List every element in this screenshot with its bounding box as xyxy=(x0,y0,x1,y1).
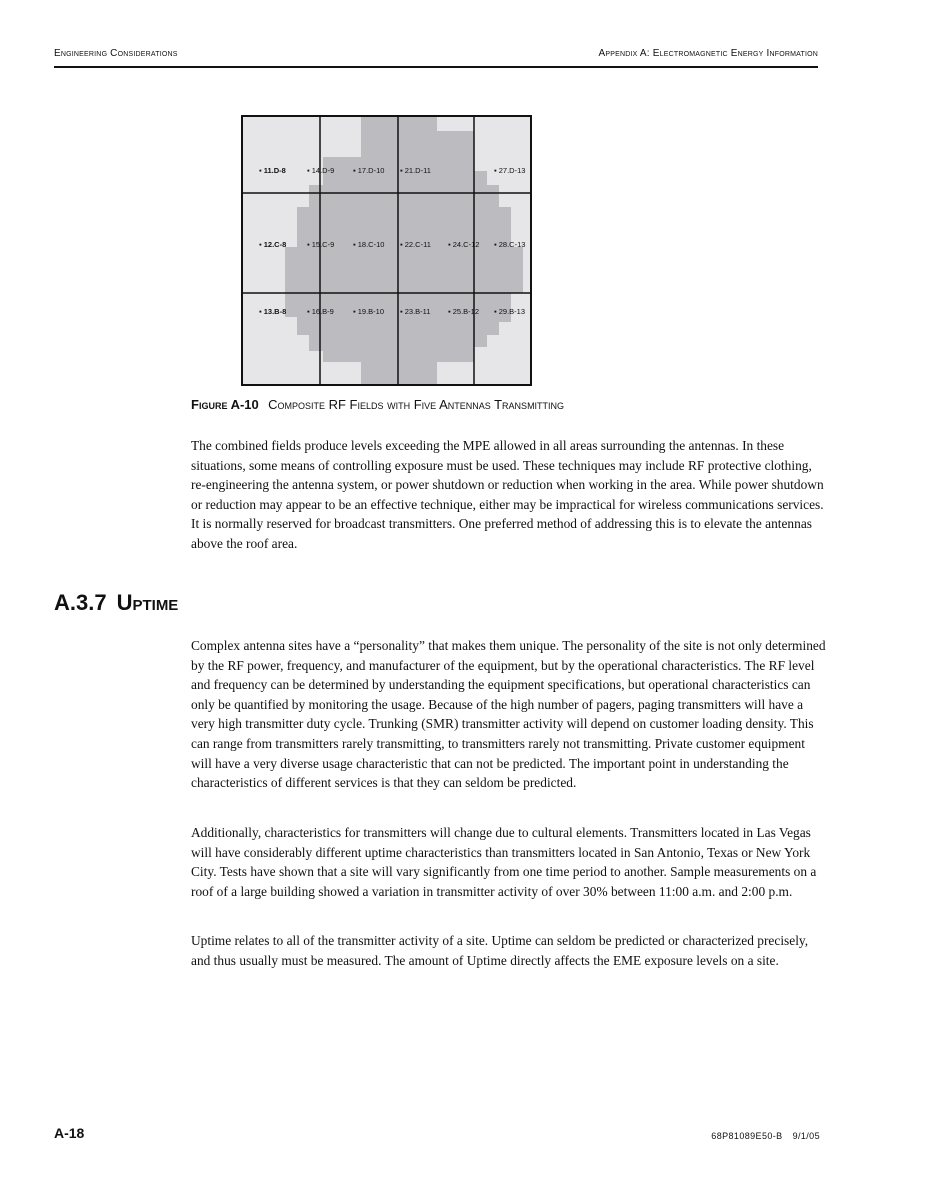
header-rule xyxy=(54,66,818,68)
doc-number: 68P81089E50-B xyxy=(711,1131,783,1141)
section-number: A.3.7 xyxy=(54,590,107,615)
grid-point-label: ▪ 17.D-10 xyxy=(353,166,385,175)
running-header-left: Engineering Considerations xyxy=(54,48,178,59)
grid-point-label: ▪ 28.C-13 xyxy=(494,240,526,249)
page-number: A-18 xyxy=(54,1125,85,1141)
grid-point-label: ▪ 25.B-12 xyxy=(448,307,480,316)
body-paragraph: Uptime relates to all of the transmitter activity of a site. Uptime can seldom be predicted or characterized precisely, and thus usually must be measured. The amount of Uptime directly affects the EME exposure levels on a site. xyxy=(191,933,809,968)
grid-point-label: ▪ 23.B-11 xyxy=(400,307,431,316)
doc-date: 9/1/05 xyxy=(792,1131,820,1141)
grid-point-label: ▪ 22.C-11 xyxy=(400,240,431,249)
running-header-right: Appendix A: Electromagnetic Energy Information xyxy=(598,48,818,59)
grid-point-label: ▪ 14.D-9 xyxy=(307,166,335,175)
figure-number: Figure A-10 xyxy=(191,397,259,412)
grid-point-label: ▪ 18.C-10 xyxy=(353,240,385,249)
body-paragraph: The combined fields produce levels exceeding the MPE allowed in all areas surrounding the antennas. In these situations, some means of controlling exposure must be used. These techniques may include RF protective clothing, re-engineering the antenna system, or power shutdown or reduction when working in the area. While power shutdown or reduction may appear to be an effective technique, either may be impractical for wireless communications services. It is normally reserved for broadcast transmitters. One preferred method of addressing this is to elevate the antennas above the roof area. xyxy=(191,438,824,551)
grid-point-label: ▪ 29.B-13 xyxy=(494,307,526,316)
grid-point-label: ▪ 24.C-12 xyxy=(448,240,480,249)
section-title: Uptime xyxy=(116,590,179,615)
body-paragraph: Additionally, characteristics for transmitters will change due to cultural elements. Transmitters located in Las Vegas will have considerably different uptime characteristics than transmitters located in San Antonio, Texas or New York City. Tests have shown that a site will vary significantly from one time period to another. Sample measurements on a roof of a large building showed a variation in transmitter activity of over 30% between 11:00 a.m. and 2:00 p.m. xyxy=(191,825,817,899)
grid-point-label: ▪ 27.D-13 xyxy=(494,166,526,175)
grid-point-label: ▪ 15.C-9 xyxy=(307,240,335,249)
section-heading xyxy=(54,590,178,616)
grid-point-label: ▪ 19.B-10 xyxy=(353,307,385,316)
grid-point-label: ▪ 16.B-9 xyxy=(307,307,334,316)
grid-point-label: ▪ 12.C-8 xyxy=(259,240,287,249)
figure-caption xyxy=(191,397,564,412)
grid-point-label: ▪ 13.B-8 xyxy=(259,307,287,316)
document-id xyxy=(711,1131,820,1141)
rf-field-figure xyxy=(241,115,532,386)
rf-field-map xyxy=(243,117,530,384)
grid-point-label: ▪ 11.D-8 xyxy=(259,166,286,175)
grid-point-label: ▪ 21.D-11 xyxy=(400,166,431,175)
body-paragraph: Complex antenna sites have a “personality” that makes them unique. The personality of the site is not only determined by the RF power, frequency, and manufacturer of the equipment, but by the operational characteristics. The RF level and frequency can be determined by understanding the equipment specifications, but operational characteristics can only be quantified by monitoring the usage. Because of the high number of pagers, paging transmitters will have a very high transmitter duty cycle. Trunking (SMR) transmitter activity will depend on customer loading density. This can range from transmitters rarely transmitting, to transmitters rarely not transmitting. Private customer equipment will have a very diverse usage characteristic that can not be predicted. The important point in understanding the characteristics of different services is that they can seldom be predicted. xyxy=(191,638,826,791)
figure-title: Composite RF Fields with Five Antennas Transmitting xyxy=(268,397,565,412)
